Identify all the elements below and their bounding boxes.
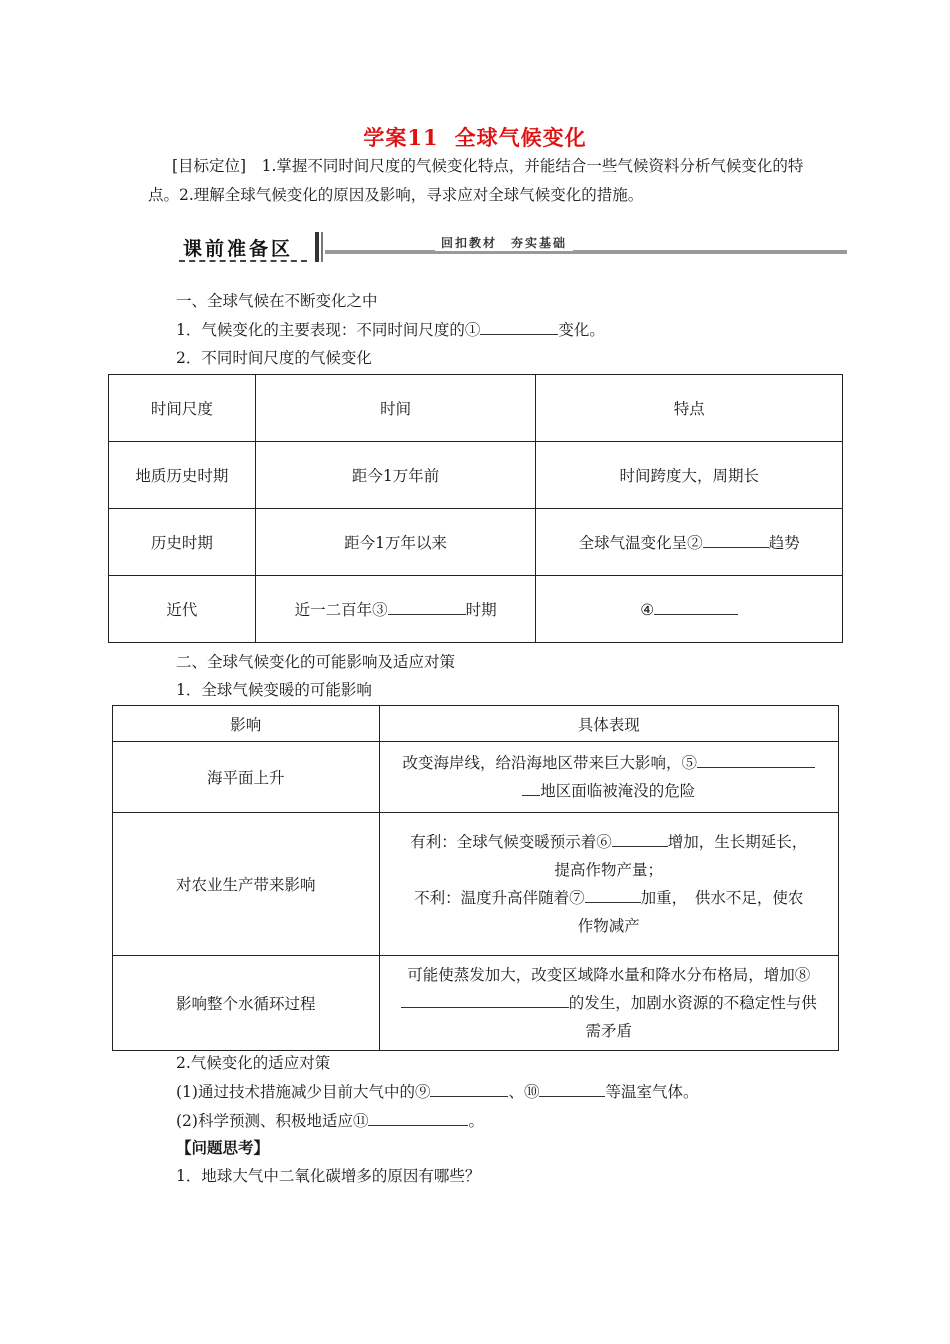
- blank-6[interactable]: [612, 832, 668, 847]
- table-row: [109, 375, 843, 442]
- table-cell: [255, 576, 536, 643]
- section3-item1: [176, 1080, 699, 1102]
- section1-item1-post: 变化。: [558, 321, 605, 339]
- section1-item1-pre: 1．气候变化的主要表现：不同时间尺度的①: [176, 321, 481, 339]
- banner-rule: [325, 250, 847, 254]
- table-cell: [536, 576, 843, 643]
- table-cell: 距今1万年前: [255, 442, 536, 509]
- title-lesson: 学案11: [363, 125, 439, 150]
- cell-text: 作物减产: [577, 917, 640, 935]
- objective-text: [目标定位] 1.掌握不同时间尺度的气候变化特点，并能结合一些气候资料分析气候变化的特点。2.理解全球气候变化的原因及影响，寻求应对全球气候变化的措施。: [148, 157, 804, 204]
- blank-2[interactable]: [703, 533, 769, 548]
- cell-text: 全球气温变化呈②: [578, 534, 703, 552]
- table-header: 具体表现: [379, 706, 838, 742]
- impact-table: [112, 705, 839, 1051]
- cell-text: 近一二百年③: [294, 601, 388, 619]
- table-cell: 时间跨度大，周期长: [536, 442, 843, 509]
- blank-8[interactable]: [401, 993, 569, 1008]
- cell-text: 的发生，加剧水资源的不稳定性与供: [568, 994, 817, 1012]
- think-heading: 【问题思考】: [176, 1138, 270, 1157]
- cell-text: 、⑩: [508, 1083, 540, 1101]
- banner-title: 课前准备区: [183, 238, 294, 260]
- table-header: 时间: [255, 375, 536, 442]
- cell-text: (1)通过技术措施减少目前大气中的⑨: [176, 1083, 431, 1101]
- table-row: [113, 813, 839, 956]
- cell-text: 可能使蒸发加大，改变区域降水量和降水分布格局，增加⑧: [407, 966, 811, 984]
- banner-divider: [315, 232, 319, 262]
- table-cell: [536, 509, 843, 576]
- table-cell: 距今1万年以来: [255, 509, 536, 576]
- table-header: 时间尺度: [109, 375, 256, 442]
- section-banner: [175, 232, 847, 266]
- table-row: [109, 576, 843, 643]
- cell-text: 时期: [465, 601, 497, 619]
- cell-text: 提高作物产量；: [554, 861, 664, 879]
- section1-item2: 2．不同时间尺度的气候变化: [176, 349, 372, 367]
- table-row: [109, 442, 843, 509]
- cell-text: 趋势: [768, 534, 800, 552]
- title-topic: 全球气候变化: [454, 125, 587, 150]
- table-cell: 历史时期: [109, 509, 256, 576]
- section2-item1: 1．全球气候变暖的可能影响: [176, 681, 372, 699]
- cell-text: ④: [640, 600, 655, 619]
- section2-heading: 二、全球气候变化的可能影响及适应对策: [176, 653, 456, 671]
- table-row: [113, 956, 839, 1051]
- table-cell: 海平面上升: [113, 742, 380, 813]
- banner-divider-thin: [321, 232, 323, 262]
- section3-heading: 2.气候变化的适应对策: [176, 1054, 331, 1072]
- cell-text: 改变海岸线，给沿海地区带来巨大影响，⑤: [402, 754, 698, 772]
- cell-text: 等温室气体。: [605, 1083, 699, 1101]
- blank-7[interactable]: [585, 888, 641, 903]
- table-header: 影响: [113, 706, 380, 742]
- blank-11[interactable]: [368, 1111, 468, 1126]
- climate-scale-table: [108, 374, 843, 643]
- cell-text: 需矛盾: [585, 1022, 633, 1040]
- table-row: [113, 706, 839, 742]
- page-title: [0, 122, 950, 152]
- cell-text: 不利：温度升高伴随着⑦: [414, 889, 585, 907]
- table-cell: [379, 956, 838, 1051]
- blank-3[interactable]: [388, 600, 466, 615]
- cell-text: 加重， 供水不足，使农: [640, 889, 804, 907]
- cell-text: 地区面临被淹没的危险: [540, 782, 696, 800]
- cell-text: 增加，生长期延长，: [667, 833, 808, 851]
- blank-10[interactable]: [539, 1082, 605, 1097]
- section3-item2: [176, 1109, 484, 1131]
- cell-text: (2)科学预测、积极地适应⑪: [176, 1112, 369, 1130]
- table-cell: 地质历史时期: [109, 442, 256, 509]
- blank-5[interactable]: [697, 753, 815, 768]
- table-cell: 近代: [109, 576, 256, 643]
- blank-4[interactable]: [654, 600, 738, 615]
- table-cell: 影响整个水循环过程: [113, 956, 380, 1051]
- table-row: [113, 742, 839, 813]
- blank-1[interactable]: [480, 320, 558, 335]
- table-cell: [379, 742, 838, 813]
- table-header: 特点: [536, 375, 843, 442]
- banner-subtitle: 回扣教材 夯实基础: [435, 234, 573, 251]
- blank-9[interactable]: [430, 1082, 508, 1097]
- cell-text: 有利：全球气候变暖预示着⑥: [410, 833, 612, 851]
- table-cell: [379, 813, 838, 956]
- question-1: 1．地球大气中二氧化碳增多的原因有哪些？: [176, 1167, 481, 1185]
- section1-heading: 一、全球气候在不断变化之中: [176, 292, 378, 310]
- banner-underline: [179, 260, 307, 262]
- table-cell: 对农业生产带来影响: [113, 813, 380, 956]
- blank-5-cont[interactable]: [522, 781, 540, 796]
- section1-item1: [176, 318, 605, 340]
- cell-text: 。: [468, 1112, 484, 1130]
- table-row: [109, 509, 843, 576]
